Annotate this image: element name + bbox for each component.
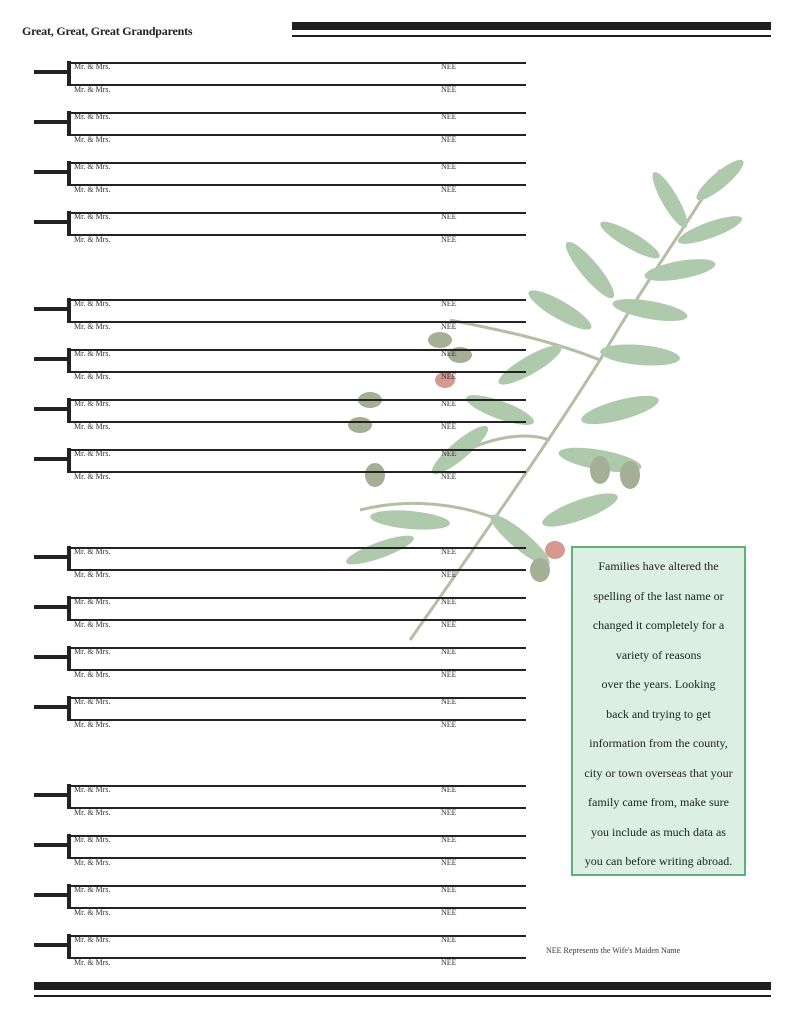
- bracket-stub: [34, 893, 70, 897]
- bracket-stub: [34, 70, 70, 74]
- husband-label: Mr. & Mrs.: [74, 808, 111, 817]
- name-line-husband[interactable]: [70, 349, 526, 351]
- name-line-wife[interactable]: [70, 857, 526, 859]
- nee-label: NEE: [441, 422, 457, 431]
- info-note-box: [571, 546, 746, 876]
- husband-label: Mr. & Mrs.: [74, 212, 111, 221]
- bracket-bar: [67, 398, 71, 423]
- bracket-bar: [67, 696, 71, 721]
- name-line-husband[interactable]: [70, 697, 526, 699]
- husband-label: Mr. & Mrs.: [74, 935, 111, 944]
- ancestor-entry: [34, 885, 526, 931]
- nee-label: NEE: [441, 162, 457, 171]
- husband-label: Mr. & Mrs.: [74, 112, 111, 121]
- nee-label: NEE: [441, 620, 457, 629]
- bracket-stub: [34, 407, 70, 411]
- bracket-bar: [67, 546, 71, 571]
- nee-label: NEE: [441, 135, 457, 144]
- name-line-husband[interactable]: [70, 597, 526, 599]
- name-line-wife[interactable]: [70, 569, 526, 571]
- ancestor-entry: [34, 547, 526, 593]
- page-title: Great, Great, Great Grandparents: [22, 24, 193, 38]
- note-line: you can before writing abroad.: [584, 854, 733, 868]
- name-line-husband[interactable]: [70, 547, 526, 549]
- husband-label: Mr. & Mrs.: [74, 349, 111, 358]
- husband-label: Mr. & Mrs.: [74, 399, 111, 408]
- nee-label: NEE: [441, 372, 457, 381]
- note-line: Families have altered the: [598, 559, 719, 573]
- husband-label: Mr. & Mrs.: [74, 720, 111, 729]
- husband-label: Mr. & Mrs.: [74, 835, 111, 844]
- bracket-stub: [34, 605, 70, 609]
- husband-label: Mr. & Mrs.: [74, 422, 111, 431]
- bracket-stub: [34, 220, 70, 224]
- name-line-husband[interactable]: [70, 835, 526, 837]
- note-line: family came from, make sure: [588, 795, 729, 809]
- nee-label: NEE: [441, 299, 457, 308]
- nee-label: NEE: [441, 399, 457, 408]
- husband-label: Mr. & Mrs.: [74, 299, 111, 308]
- nee-label: NEE: [441, 322, 457, 331]
- name-line-wife[interactable]: [70, 134, 526, 136]
- bracket-bar: [67, 934, 71, 959]
- bracket-bar: [67, 448, 71, 473]
- nee-label: NEE: [441, 185, 457, 194]
- name-line-wife[interactable]: [70, 371, 526, 373]
- ancestor-entry: [34, 697, 526, 743]
- nee-label: NEE: [441, 570, 457, 579]
- husband-label: Mr. & Mrs.: [74, 647, 111, 656]
- husband-label: Mr. & Mrs.: [74, 372, 111, 381]
- name-line-husband[interactable]: [70, 647, 526, 649]
- bracket-stub: [34, 357, 70, 361]
- name-line-husband[interactable]: [70, 885, 526, 887]
- bracket-stub: [34, 120, 70, 124]
- ancestor-entry: [34, 647, 526, 693]
- ancestor-entry: [34, 62, 526, 108]
- note-line: information from the county,: [589, 736, 728, 750]
- bracket-bar: [67, 646, 71, 671]
- nee-label: NEE: [441, 597, 457, 606]
- bracket-bar: [67, 61, 71, 86]
- bottom-rule-thick: [34, 982, 771, 990]
- husband-label: Mr. & Mrs.: [74, 620, 111, 629]
- husband-label: Mr. & Mrs.: [74, 449, 111, 458]
- nee-label: NEE: [441, 785, 457, 794]
- nee-label: NEE: [441, 349, 457, 358]
- ancestor-entry: [34, 935, 526, 981]
- note-line: spelling of the last name or: [593, 588, 724, 603]
- nee-label: NEE: [441, 647, 457, 656]
- nee-label: NEE: [441, 85, 457, 94]
- bracket-stub: [34, 793, 70, 797]
- bracket-stub: [34, 943, 70, 947]
- name-line-husband[interactable]: [70, 112, 526, 114]
- ancestor-entry: [34, 835, 526, 881]
- husband-label: Mr. & Mrs.: [74, 135, 111, 144]
- nee-label: NEE: [441, 235, 457, 244]
- bracket-stub: [34, 843, 70, 847]
- footnote: NEE Represents the Wife's Maiden Name: [546, 946, 681, 955]
- name-line-husband[interactable]: [70, 299, 526, 301]
- nee-label: NEE: [441, 808, 457, 817]
- name-line-wife[interactable]: [70, 84, 526, 86]
- bracket-bar: [67, 211, 71, 236]
- bracket-bar: [67, 348, 71, 373]
- bracket-stub: [34, 307, 70, 311]
- ancestor-entry: [34, 399, 526, 445]
- name-line-husband[interactable]: [70, 162, 526, 164]
- name-line-husband[interactable]: [70, 785, 526, 787]
- husband-label: Mr. & Mrs.: [74, 785, 111, 794]
- bracket-bar: [67, 834, 71, 859]
- note-line: changed it completely for a: [592, 618, 725, 632]
- husband-label: Mr. & Mrs.: [74, 547, 111, 556]
- bracket-bar: [67, 596, 71, 621]
- bracket-bar: [67, 298, 71, 323]
- name-line-wife[interactable]: [70, 807, 526, 809]
- name-line-husband[interactable]: [70, 935, 526, 937]
- husband-label: Mr. & Mrs.: [74, 958, 111, 967]
- husband-label: Mr. & Mrs.: [74, 322, 111, 331]
- ancestor-entry: [34, 597, 526, 643]
- bracket-stub: [34, 555, 70, 559]
- name-line-husband[interactable]: [70, 62, 526, 64]
- husband-label: Mr. & Mrs.: [74, 908, 111, 917]
- name-line-husband[interactable]: [70, 449, 526, 451]
- nee-label: NEE: [441, 212, 457, 221]
- ancestor-entry: [34, 112, 526, 158]
- husband-label: Mr. & Mrs.: [74, 858, 111, 867]
- nee-label: NEE: [441, 670, 457, 679]
- bracket-stub: [34, 705, 70, 709]
- name-line-wife[interactable]: [70, 719, 526, 721]
- husband-label: Mr. & Mrs.: [74, 570, 111, 579]
- name-line-wife[interactable]: [70, 907, 526, 909]
- nee-label: NEE: [441, 449, 457, 458]
- husband-label: Mr. & Mrs.: [74, 670, 111, 679]
- bracket-bar: [67, 161, 71, 186]
- note-line: back and trying to get: [606, 706, 711, 721]
- nee-label: NEE: [441, 62, 457, 71]
- nee-label: NEE: [441, 697, 457, 706]
- ancestor-entry: [34, 162, 526, 208]
- bottom-rule-thin: [34, 995, 771, 997]
- nee-label: NEE: [441, 720, 457, 729]
- name-line-wife[interactable]: [70, 184, 526, 186]
- husband-label: Mr. & Mrs.: [74, 885, 111, 894]
- name-line-wife[interactable]: [70, 234, 526, 236]
- husband-label: Mr. & Mrs.: [74, 472, 111, 481]
- husband-label: Mr. & Mrs.: [74, 85, 111, 94]
- husband-label: Mr. & Mrs.: [74, 62, 111, 71]
- ancestor-entry: [34, 349, 526, 395]
- name-line-wife[interactable]: [70, 619, 526, 621]
- name-line-wife[interactable]: [70, 669, 526, 671]
- bracket-bar: [67, 111, 71, 136]
- bracket-stub: [34, 170, 70, 174]
- note-line: city or town overseas that your: [584, 765, 733, 780]
- name-line-husband[interactable]: [70, 212, 526, 214]
- note-line: variety of reasons: [615, 647, 702, 662]
- husband-label: Mr. & Mrs.: [74, 697, 111, 706]
- husband-label: Mr. & Mrs.: [74, 597, 111, 606]
- nee-label: NEE: [441, 958, 457, 967]
- bracket-stub: [34, 457, 70, 461]
- name-line-wife[interactable]: [70, 321, 526, 323]
- nee-label: NEE: [441, 547, 457, 556]
- nee-label: NEE: [441, 935, 457, 944]
- ancestor-entry: [34, 299, 526, 345]
- nee-label: NEE: [441, 472, 457, 481]
- husband-label: Mr. & Mrs.: [74, 235, 111, 244]
- ancestor-entry: [34, 212, 526, 258]
- name-line-wife[interactable]: [70, 471, 526, 473]
- ancestor-entry: [34, 449, 526, 495]
- nee-label: NEE: [441, 835, 457, 844]
- nee-label: NEE: [441, 908, 457, 917]
- top-rule-thick: [292, 22, 771, 30]
- husband-label: Mr. & Mrs.: [74, 162, 111, 171]
- bracket-stub: [34, 655, 70, 659]
- bracket-bar: [67, 884, 71, 909]
- name-line-wife[interactable]: [70, 421, 526, 423]
- top-rule-thin: [292, 35, 771, 37]
- note-line: you include as much data as: [591, 824, 726, 839]
- bracket-bar: [67, 784, 71, 809]
- note-line: over the years. Looking: [601, 677, 716, 691]
- name-line-husband[interactable]: [70, 399, 526, 401]
- nee-label: NEE: [441, 858, 457, 867]
- ancestor-entry: [34, 785, 526, 831]
- husband-label: Mr. & Mrs.: [74, 185, 111, 194]
- nee-label: NEE: [441, 885, 457, 894]
- nee-label: NEE: [441, 112, 457, 121]
- name-line-wife[interactable]: [70, 957, 526, 959]
